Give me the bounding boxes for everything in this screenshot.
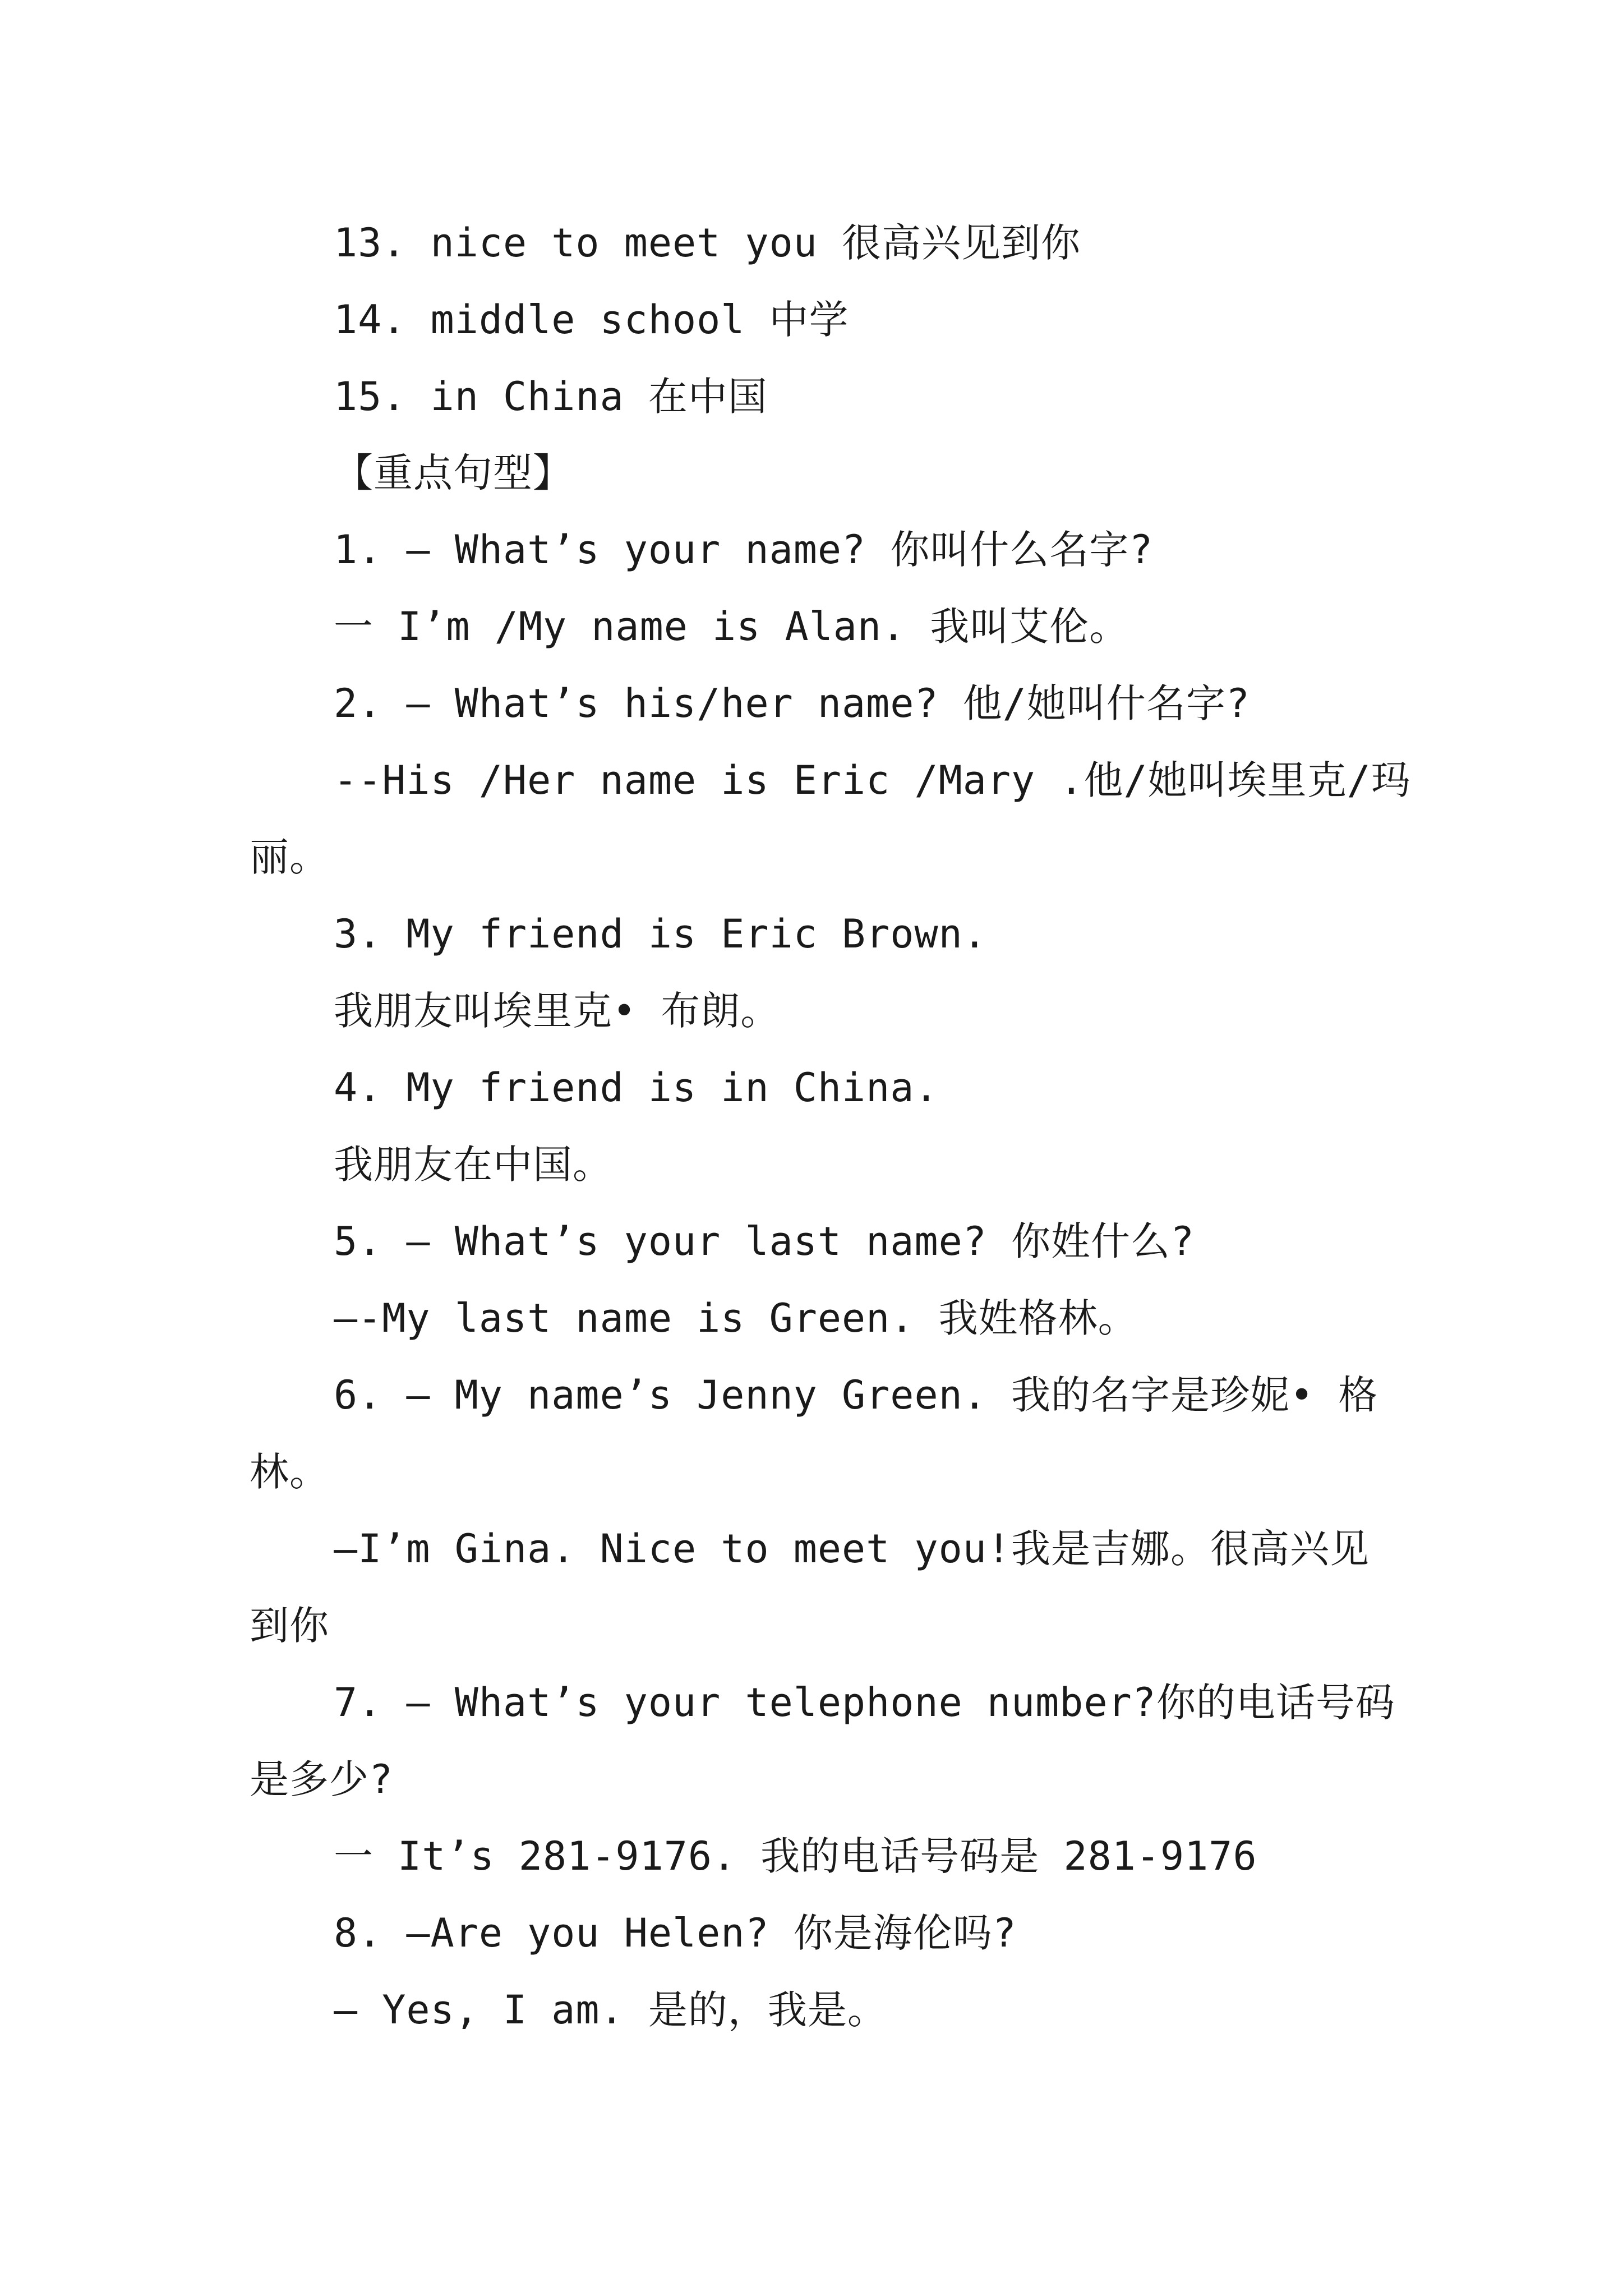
sentence-2-answer-cont: 丽。 [250,834,329,880]
sentence-1-answer: 一 I’m /My name is Alan. 我叫艾伦。 [334,604,1129,650]
vocab-line-14: 14. middle school 中学 [334,297,849,343]
sentence-3-translation: 我朋友叫埃里克• 布朗。 [334,988,781,1034]
sentence-7-answer: 一 It’s 281-9176. 我的电话号码是 281-9176 [334,1833,1257,1879]
sentence-8-answer: — Yes, I am. 是的，我是。 [334,1987,887,2033]
sentence-1-question: 1. — What’s your name? 你叫什么名字? [334,527,1154,573]
sentence-7-question: 7. — What’s your telephone number?你的电话号码 [334,1680,1395,1726]
sentence-6-answer: —I’m Gina. Nice to meet you!我是吉娜。很高兴见 [334,1526,1370,1572]
sentence-2-question: 2. — What’s his/her name? 他/她叫什名字? [334,680,1251,726]
sentence-4-translation: 我朋友在中国。 [334,1142,612,1188]
sentence-6: 6. — My name’s Jenny Green. 我的名字是珍妮• 格 [334,1372,1378,1418]
vocab-line-15: 15. in China 在中国 [334,374,768,420]
sentence-3: 3. My friend is Eric Brown. [334,911,987,957]
sentence-8-question: 8. —Are you Helen? 你是海伦吗? [334,1910,1017,1956]
sentence-5-question: 5. — What’s your last name? 你姓什么? [334,1218,1195,1264]
section-heading: 【重点句型】 [334,450,573,496]
sentence-5-answer: —-My last name is Green. 我姓格林。 [334,1295,1138,1341]
sentence-6-answer-cont: 到你 [250,1603,329,1649]
sentence-2-answer: --His /Her name is Eric /Mary .他/她叫埃里克/玛 [334,757,1411,803]
sentence-7-question-cont: 是多少? [250,1756,394,1802]
sentence-4: 4. My friend is in China. [334,1065,939,1111]
vocab-line-13: 13. nice to meet you 很高兴见到你 [334,220,1081,266]
sentence-6-cont: 林。 [250,1449,329,1495]
